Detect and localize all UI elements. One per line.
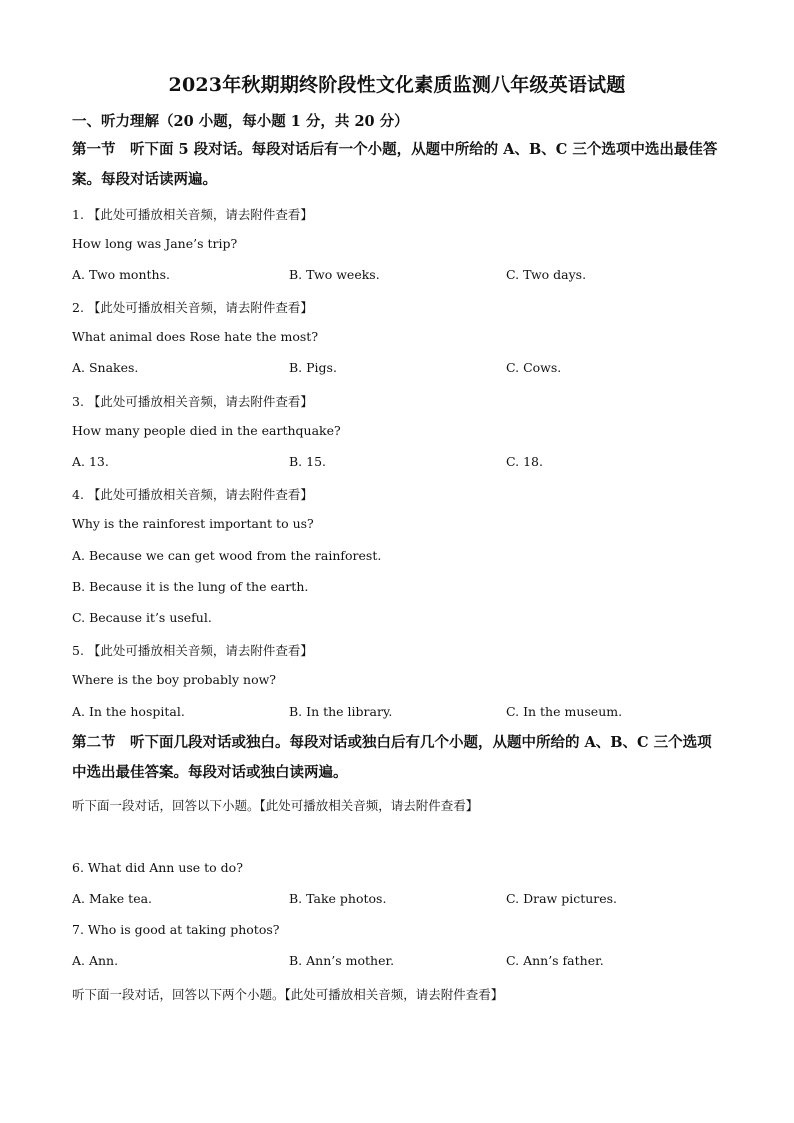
q3-audio-note: 3. 【此处可播放相关音频，请去附件查看】: [72, 394, 313, 409]
q4-audio-note: 4. 【此处可播放相关音频，请去附件查看】: [72, 487, 313, 502]
q2-option-c: C. Cows.: [506, 360, 562, 375]
q4-option-b: B. Because it is the lung of the earth.: [72, 579, 309, 594]
dialogue2-intro: 听下面一段对话，回答以下两个小题。【此处可播放相关音频，请去附件查看】: [72, 987, 504, 1002]
q1-option-c: C. Two days.: [506, 267, 587, 282]
q7-option-a: A. Ann.: [72, 953, 119, 968]
q7-option-c: C. Ann’s father.: [506, 953, 604, 968]
q5-option-b: B. In the library.: [289, 704, 393, 719]
q1-option-b: B. Two weeks.: [289, 267, 380, 282]
q3-option-b: B. 15.: [289, 454, 327, 469]
q7-question: 7. Who is good at taking photos?: [72, 922, 280, 937]
q5-question: Where is the boy probably now?: [72, 672, 277, 687]
q5-audio-note: 5. 【此处可播放相关音频，请去附件查看】: [72, 643, 313, 658]
q3-question: How many people died in the earthquake?: [72, 423, 341, 438]
dialogue1-intro: 听下面一段对话，回答以下小题。【此处可播放相关音频，请去附件查看】: [72, 798, 479, 813]
q2-audio-note: 2. 【此处可播放相关音频，请去附件查看】: [72, 300, 313, 315]
q5-option-c: C. In the museum.: [506, 704, 623, 719]
q6-option-a: A. Make tea.: [72, 891, 153, 906]
q2-question: What animal does Rose hate the most?: [72, 329, 319, 344]
q1-question: How long was Jane’s trip?: [72, 236, 238, 251]
part1-heading: 一、听力理解（20 小题，每小题 1 分，共 20 分）: [72, 113, 409, 130]
q4-option-c: C. Because it’s useful.: [72, 610, 212, 625]
q1-audio-note: 1. 【此处可播放相关音频，请去附件查看】: [72, 207, 313, 222]
section1-instructions: 第一节 听下面 5 段对话。每段对话后有一个小题，从题中所给的 A、B、C 三个选项中选出最佳答案。每段对话读两遍。: [72, 141, 718, 188]
q3-option-a: A. 13.: [72, 454, 109, 469]
q6-option-b: B. Take photos.: [289, 891, 387, 906]
q6-question: 6. What did Ann use to do?: [72, 860, 243, 875]
exam-title: 2023年秋期期终阶段性文化素质监测八年级英语试题: [168, 74, 626, 96]
section2-instructions: 第二节 听下面几段对话或独白。每段对话或独白后有几个小题，从题中所给的 A、B、C 三个选项中选出最佳答案。每段对话或独白读两遍。: [72, 734, 712, 781]
q1-option-a: A. Two months.: [72, 267, 170, 282]
q7-option-b: B. Ann’s mother.: [289, 953, 395, 968]
q3-option-c: C. 18.: [506, 454, 543, 469]
q5-option-a: A. In the hospital.: [72, 704, 185, 719]
q2-option-b: B. Pigs.: [289, 360, 337, 375]
q2-option-a: A. Snakes.: [72, 360, 139, 375]
q4-option-a: A. Because we can get wood from the rainforest.: [72, 548, 382, 563]
q4-question: Why is the rainforest important to us?: [72, 516, 314, 531]
q6-option-c: C. Draw pictures.: [506, 891, 618, 906]
